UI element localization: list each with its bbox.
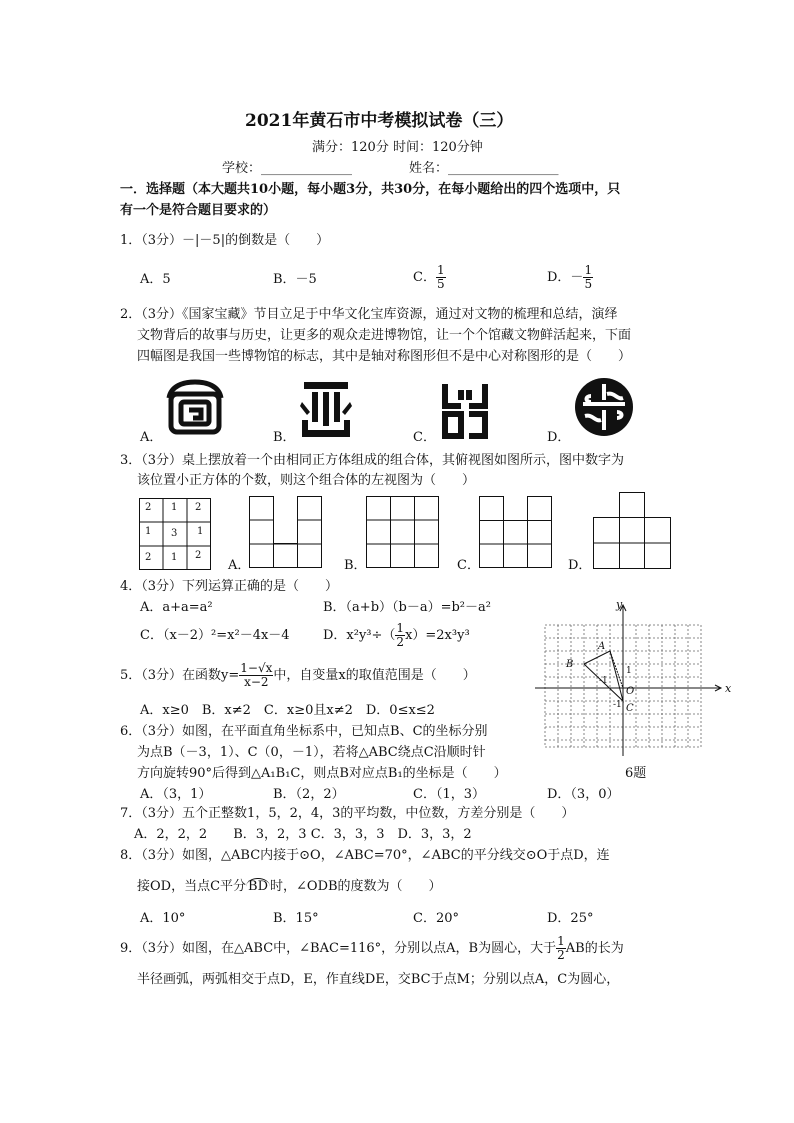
grid-cell: 1: [171, 502, 178, 513]
point-label-o: O: [626, 686, 635, 697]
q7-options: A．2，2，2 B．3，2，3 C．3，3，3 D．3，3，2: [134, 827, 472, 842]
q8-option-a: A．10°: [140, 911, 186, 926]
grid-cell: 2: [195, 502, 202, 513]
grid-cell: 3: [171, 528, 178, 539]
q1-option-c: C． $\frac{1}{5}$: [413, 263, 445, 291]
q5-options: A．x≥0 B．x≠2 C．x≥0且x≠2 D．0≤x≤2: [140, 703, 435, 718]
q8-stem-line2: 接OD，当点C平分 BD 时，∠ODB的度数为（ ）: [137, 879, 442, 894]
q4-option-a: A．a+a=a²: [140, 600, 213, 615]
q6-stem-line2: 为点B（－3，1）、C（0，－1），若将△ABC绕点C沿顺时针: [137, 745, 486, 760]
q6-option-b: B．（2，2）: [273, 787, 345, 802]
q3-option-d: D．: [568, 558, 592, 573]
q2-stem-line3: 四幅图是我国一些博物馆的标志，其中是轴对称图形但不是中心对称图形的是（ ）: [137, 349, 632, 364]
museum-logo-a: [163, 378, 227, 440]
name-field: 姓名：_________________: [409, 161, 559, 176]
q3-option-b-figure: [366, 496, 439, 568]
q6-option-a: A．（3，1）: [140, 787, 212, 802]
section-heading-cont: 有一个是符合题目要求的）: [120, 203, 277, 218]
q9-stem-line1: 9．（3分）如图，在△ABC中，∠BAC=116°，分别以点A，B为圆心，大于 $\frac{1}{2}$ AB的长为: [120, 934, 624, 962]
q2-option-d: D．: [547, 430, 571, 445]
q3-option-d-figure: [593, 492, 671, 569]
q3-stem-line2: 该位置小正方体的个数，则这个组合体的左视图为（ ）: [137, 473, 476, 488]
q6-option-d: D．（3，0）: [547, 787, 620, 802]
point-label-b: B: [566, 659, 574, 670]
axis-label-y: y: [616, 598, 623, 611]
arc-bd: BD: [248, 879, 269, 894]
q3-option-b: B．: [344, 558, 367, 573]
q3-option-c-figure: [479, 496, 552, 568]
school-field: 学校：______________: [222, 161, 353, 176]
museum-logo-b: [300, 380, 352, 440]
q4-option-d: D．x²y³÷（ $\frac{1}{2}$ x）=2x³y³: [323, 621, 470, 649]
museum-logo-d: [573, 376, 635, 438]
grid-cell: 1: [145, 526, 152, 537]
q2-stem-line1: 2．（3分）《国家宝藏》节目立足于中华文化宝库资源，通过对文物的梳理和总结，演绎: [120, 307, 618, 322]
q9-stem-line2: 半径画弧，两弧相交于点D，E，作直线DE，交BC于点M；分别以点A，C为圆心，: [137, 972, 620, 987]
q7-stem: 7．（3分）五个正整数1，5，2，4，3的平均数，中位数，方差分别是（ ）: [120, 806, 575, 821]
grid-cell: 2: [195, 550, 202, 561]
q8-option-d: D．25°: [547, 911, 594, 926]
q4-option-c: C．（x－2）²=x²－4x－4: [140, 628, 290, 643]
q2-option-a: A．: [140, 430, 163, 445]
q6-figure-caption: 6题: [625, 766, 647, 781]
q1-option-b: B．－5: [273, 272, 317, 287]
grid-cell: 1: [171, 552, 178, 563]
grid-cell: 1: [197, 526, 204, 537]
q3-stem-line1: 3．（3分）桌上摆放着一个由相同正方体组成的组合体，其俯视图如图所示，图中数字为: [120, 453, 625, 468]
q1-stem: 1．（3分）－|－5|的倒数是（ ）: [120, 233, 330, 248]
q2-stem-line2: 文物背后的故事与历史，让更多的观众走进博物馆，让一个个馆藏文物鲜活起来，下面: [137, 328, 632, 343]
section-heading: 一．选择题（本大题共10小题，每小题3分，共30分，在每小题给出的四个选项中，只: [120, 182, 621, 197]
q8-option-c: C．20°: [413, 911, 459, 926]
tick-label-neg1-y: -1: [613, 700, 622, 710]
q3-option-a: A．: [228, 558, 251, 573]
q5-stem: 5．（3分）在函数y= $\frac{1-√x}{x-2}$ 中，自变量x的取值范围是（ ）: [120, 661, 476, 689]
q4-option-b: B．（a+b）（b－a）=b²－a²: [323, 600, 491, 615]
q3-option-c: C．: [457, 558, 480, 573]
top-view-grid: [139, 498, 211, 570]
page-title: 2021年黄石市中考模拟试卷（三）: [245, 111, 514, 131]
q6-coordinate-figure: [530, 598, 740, 758]
q8-stem-line1: 8．（3分）如图，△ABC内接于⊙O，∠ABC=70°，∠ABC的平分线交⊙O于点D，连: [120, 848, 610, 863]
q2-option-b: B．: [273, 430, 296, 445]
museum-logo-c: [441, 380, 489, 440]
q1-option-d: D．－ $\frac{1}{5}$: [547, 263, 593, 291]
q6-option-c: C．（1，3）: [413, 787, 485, 802]
tick-label-1: 1: [626, 666, 632, 676]
q4-stem: 4．（3分）下列运算正确的是（ ）: [120, 579, 339, 594]
q6-stem-line3: 方向旋转90°后得到△A₁B₁C，则点B对应点B₁的坐标是（ ）: [137, 766, 507, 781]
q8-option-b: B．15°: [273, 911, 319, 926]
q6-stem-line1: 6．（3分）如图，在平面直角坐标系中，已知点B、C的坐标分别: [120, 724, 488, 739]
q3-option-a-figure: [249, 496, 322, 568]
axis-label-x: x: [725, 682, 732, 695]
exam-meta: 满分：120分 时间：120分钟: [312, 140, 483, 155]
grid-cell: 2: [145, 502, 152, 513]
grid-cell: 2: [145, 552, 152, 563]
tick-label-neg1-x: -1: [599, 676, 608, 686]
point-label-a: A: [598, 641, 606, 652]
point-label-c: C: [626, 703, 634, 714]
q1-option-a: A．5: [140, 272, 171, 287]
q2-option-c: C．: [413, 430, 436, 445]
